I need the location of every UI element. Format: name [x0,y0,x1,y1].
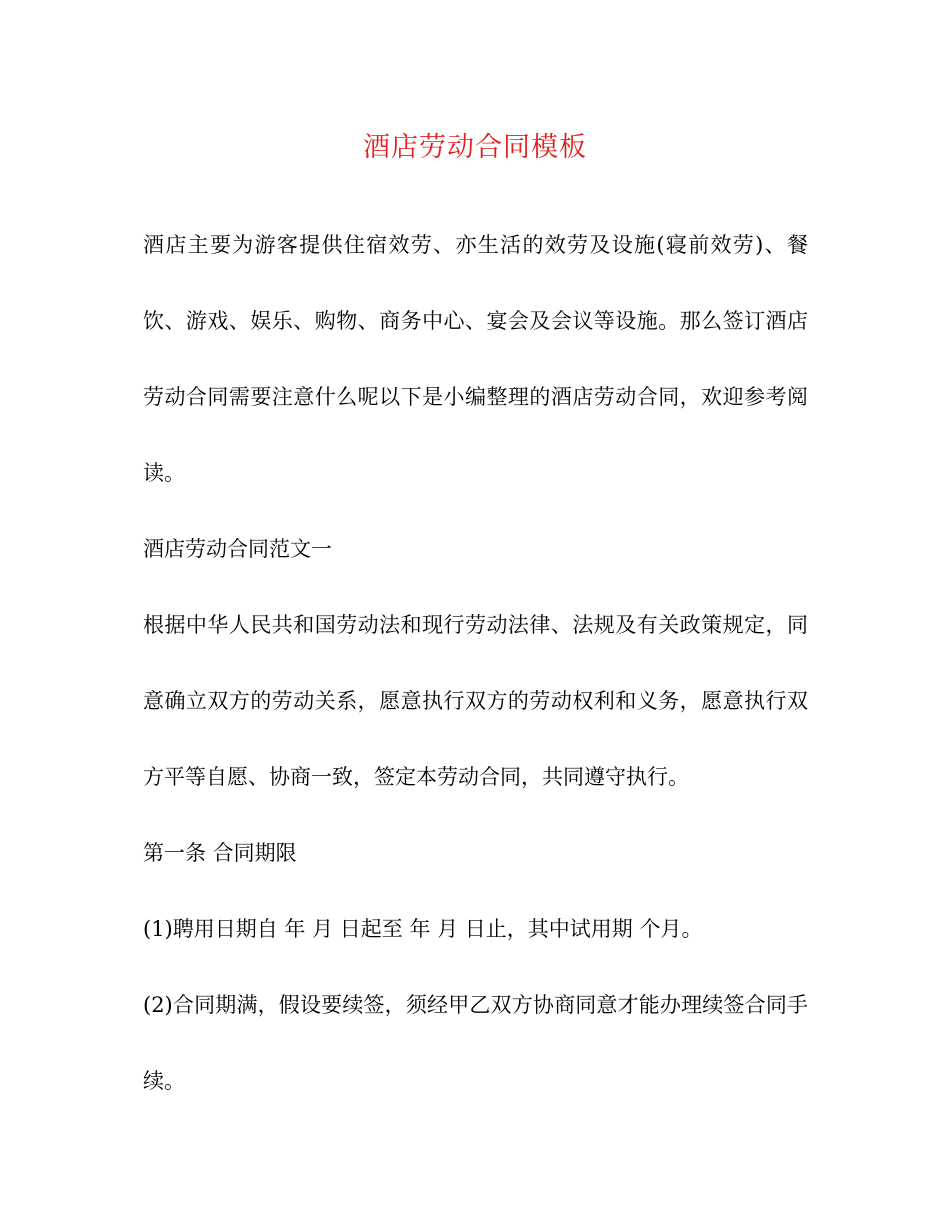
intro-paragraph: 酒店主要为游客提供住宿效劳、亦生活的效劳及设施(寝前效劳)、餐饮、游戏、娱乐、购物、商务中心、宴会及会议等设施。那么签订酒店劳动合同需要注意什么呢以下是小编整理的酒店劳动合同，欢迎参考阅读。 [143,233,808,485]
preamble-paragraph: 根据中华人民共和国劳动法和现行劳动法律、法规及有关政策规定，同意确立双方的劳动关系，愿意执行双方的劳动权利和义务，愿意执行双方平等自愿、协商一致，签定本劳动合同，共同遵守执行。 [143,613,808,789]
clause-2: (2)合同期满，假设要续签，须经甲乙双方协商同意才能办理续签合同手续。 [143,993,808,1093]
article-one-heading: 第一条 合同期限 [143,841,297,865]
document-body [143,207,808,1119]
clause-1: (1)聘用日期自 年 月 日起至 年 月 日止，其中试用期 个月。 [143,917,703,941]
document-title: 酒店劳动合同模板 [363,132,587,163]
section-heading-sample-one: 酒店劳动合同范文一 [143,537,332,561]
